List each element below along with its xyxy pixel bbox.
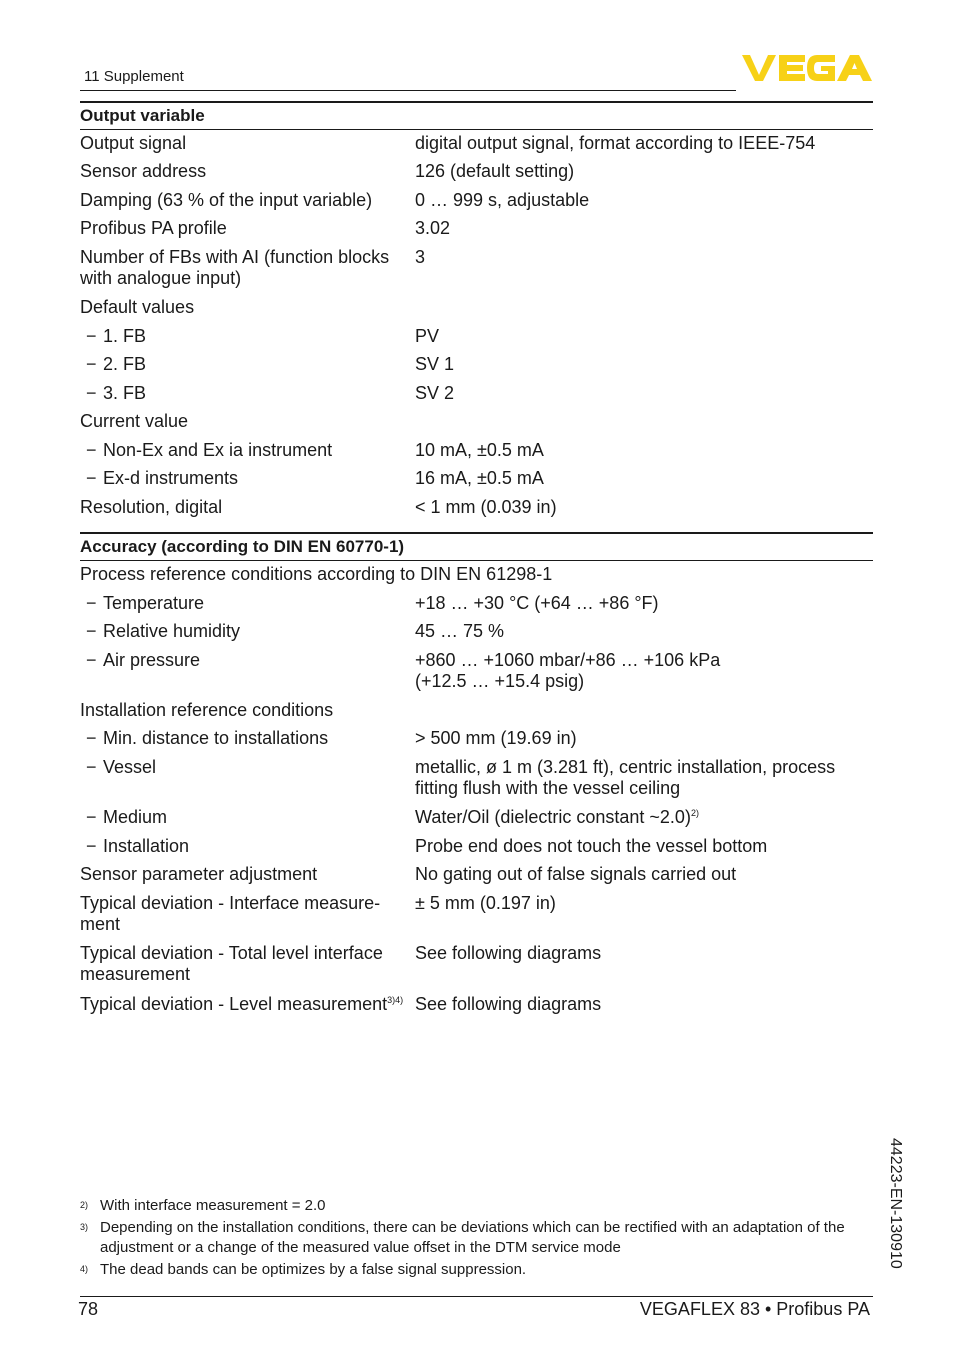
page-number: 78 (78, 1299, 99, 1319)
spec-label: Typical deviation - Total level interface measurement (80, 943, 383, 984)
spec-label: Sensor parameter adjustment (80, 864, 318, 884)
section-rule-bottom (80, 560, 873, 561)
section-title-output-variable: Output variable (80, 106, 205, 125)
section-rule-bottom (80, 129, 873, 130)
dash-mark: − (86, 593, 97, 613)
spec-label: Installation reference conditions (80, 700, 334, 720)
dash-mark: − (86, 650, 97, 670)
spec-label: Profibus PA profile (80, 218, 227, 238)
spec-label-text: Vessel (103, 757, 157, 777)
dash-mark: − (86, 807, 97, 827)
spec-value: 126 (default setting) (415, 161, 575, 181)
section-title-accuracy: Accuracy (according to DIN EN 60770-1) (80, 537, 405, 556)
spec-value: 10 mA, ±0.5 mA (415, 440, 544, 460)
footnote (80, 1196, 860, 1216)
footnote (80, 1218, 860, 1258)
dash-mark: − (86, 468, 97, 488)
footnote-text: With interface measurement = 2.0 (100, 1197, 326, 1214)
spec-label (86, 728, 405, 749)
spec-label (86, 836, 405, 857)
spec-label (86, 354, 405, 375)
spec-label: Damping (63 % of the input variable) (80, 190, 373, 210)
spec-label: Output signal (80, 133, 187, 153)
section-rule-top (80, 532, 873, 534)
spec-value: digital output signal, format according to IEEE-754 (415, 133, 816, 153)
spec-label-text: Air pressure (103, 650, 201, 670)
footnote-text: The dead bands can be optimizes by a false signal suppression. (100, 1261, 527, 1278)
spec-label: Process reference conditions according to DIN EN 61298-1 (80, 564, 553, 584)
spec-value: See following diagrams (415, 994, 602, 1014)
header-section-label: 11 Supplement (84, 68, 184, 85)
spec-label (86, 440, 405, 461)
spec-label (86, 757, 405, 778)
spec-value-text: Water/Oil (dielectric constant ~2.0) (415, 807, 691, 827)
spec-value: SV 1 (415, 354, 455, 374)
footer-product-name: VEGAFLEX 83 • Profibus PA (639, 1299, 870, 1319)
vega-logo (742, 52, 872, 84)
spec-value: 45 … 75 % (415, 621, 505, 641)
spec-label-text: Typical deviation - Level measurement (80, 994, 388, 1014)
spec-value: +860 … +1060 mbar/+86 … +106 kPa (+12.5 … +15.4 psig) (415, 650, 721, 691)
footnotes (80, 1196, 860, 1282)
spec-label-text: 2. FB (103, 354, 147, 374)
spec-label: Sensor address (80, 161, 207, 181)
footnote-ref: 2) (690, 808, 699, 818)
spec-label-text: Temperature (103, 593, 205, 613)
footnote-ref: 3)4) (387, 995, 404, 1005)
dash-mark: − (86, 836, 97, 856)
spec-label-text: Installation (103, 836, 190, 856)
dash-mark: − (86, 728, 97, 748)
spec-value: 3 (415, 247, 426, 267)
spec-value: SV 2 (415, 383, 455, 403)
header-divider (80, 90, 736, 91)
dash-mark: − (86, 621, 97, 641)
spec-value: +18 … +30 °C (+64 … +86 °F) (415, 593, 659, 613)
spec-label (86, 326, 405, 347)
spec-label (86, 621, 405, 642)
spec-label-text: Non-Ex and Ex ia instrument (103, 440, 333, 460)
spec-label-text: Min. distance to installations (103, 728, 329, 748)
spec-label-text: 3. FB (103, 383, 147, 403)
spec-label: Default values (80, 297, 195, 317)
footnote-text: Depending on the installation conditions, there can be deviations which can be rectified with an adaptation of the adjustment or a change of the measured value offset in the DTM service mode (100, 1219, 845, 1256)
spec-label-text: Ex-d instruments (103, 468, 239, 488)
spec-label (80, 994, 405, 1015)
spec-value (415, 807, 870, 828)
spec-label-text: 1. FB (103, 326, 147, 346)
dash-mark: − (86, 440, 97, 460)
spec-label (86, 593, 405, 614)
spec-label (86, 650, 405, 671)
dash-mark: − (86, 326, 97, 346)
spec-label (86, 468, 405, 489)
spec-value: PV (415, 326, 440, 346)
dash-mark: − (86, 354, 97, 374)
dash-mark: − (86, 757, 97, 777)
spec-value: See following diagrams (415, 943, 602, 963)
spec-value: 16 mA, ±0.5 mA (415, 468, 544, 488)
spec-label (86, 807, 405, 828)
spec-label: Typical deviation - Interface measure-ment (80, 893, 381, 934)
spec-label-text: Medium (103, 807, 168, 827)
spec-value: 3.02 (415, 218, 451, 238)
spec-label: Number of FBs with AI (function blocks with analogue input) (80, 247, 390, 288)
spec-value: 0 … 999 s, adjustable (415, 190, 590, 210)
footnote-mark: 4) (80, 1264, 89, 1274)
footnote-mark: 3) (80, 1222, 89, 1232)
footnote-mark: 2) (80, 1200, 89, 1210)
spec-label (86, 383, 405, 404)
spec-value: No gating out of false signals carried out (415, 864, 737, 884)
spec-value: ± 5 mm (0.197 in) (415, 893, 556, 913)
dash-mark: − (86, 383, 97, 403)
document-code: 44223-EN-130910 (887, 1138, 904, 1269)
spec-label: Current value (80, 411, 189, 431)
section-rule-top (80, 101, 873, 103)
spec-label-text: Relative humidity (103, 621, 241, 641)
footer-divider (80, 1296, 873, 1297)
footnote (80, 1260, 860, 1280)
spec-value: < 1 mm (0.039 in) (415, 497, 557, 517)
spec-value: > 500 mm (19.69 in) (415, 728, 577, 748)
spec-value: Probe end does not touch the vessel bottom (415, 836, 768, 856)
spec-value: metallic, ø 1 m (3.281 ft), centric installation, process fitting flush with the vessel ceiling (415, 757, 836, 798)
spec-label: Resolution, digital (80, 497, 223, 517)
